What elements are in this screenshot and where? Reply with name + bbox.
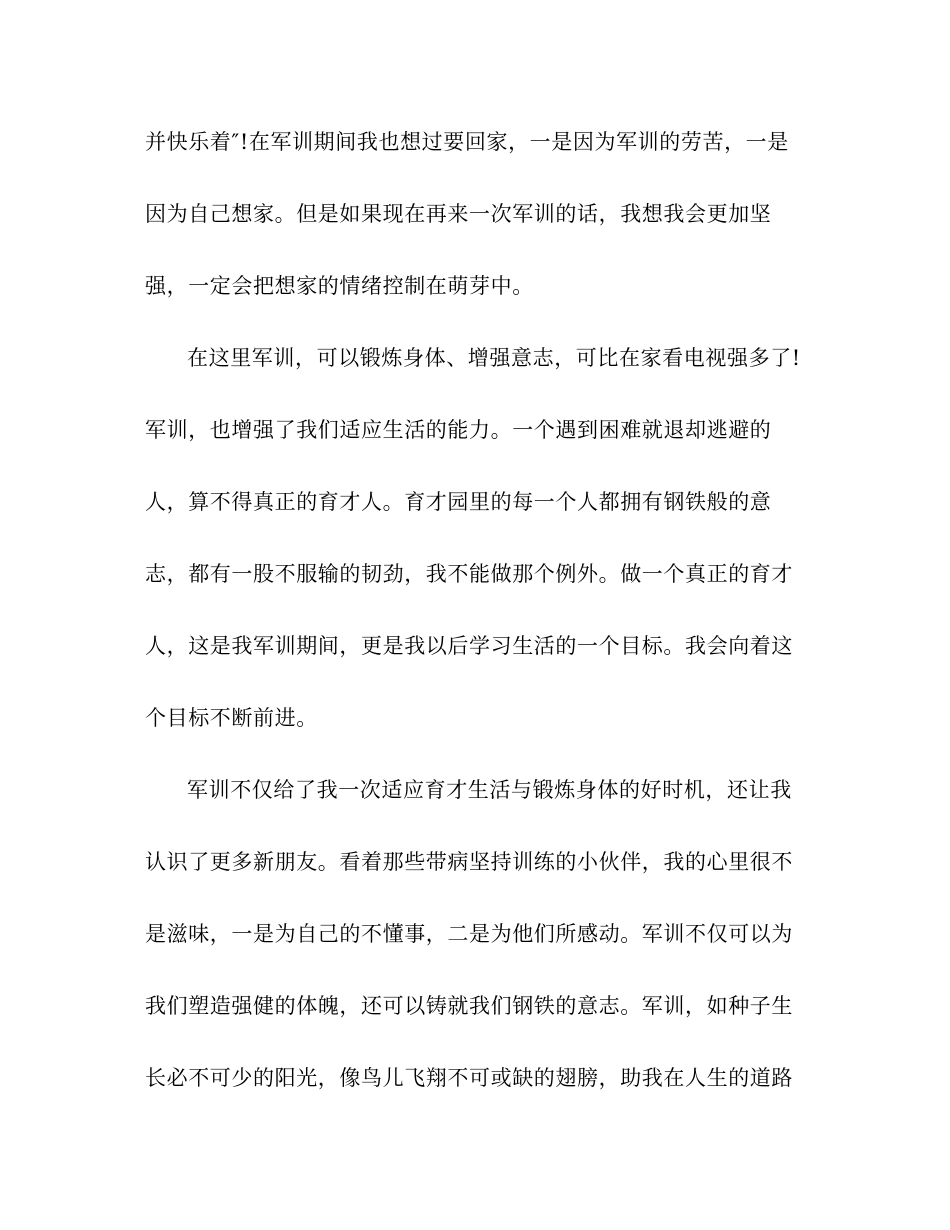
paragraph-start-line: 在这里军训，可以锻炼身体、增强意志，可比在家看电视强多了! <box>187 346 801 370</box>
text-line: 个目标不断前进。 <box>145 706 318 730</box>
text-line: 因为自己想家。但是如果现在再来一次军训的话，我想我会更加坚 <box>145 202 772 226</box>
text-line: 并快乐着″!在军训期间我也想过要回家，一是因为军训的劳苦，一是 <box>145 130 789 154</box>
paragraph-start-line: 军训不仅给了我一次适应育才生活与锻炼身体的好时机，还让我 <box>187 778 792 802</box>
text-line: 长必不可少的阳光，像鸟儿飞翔不可或缺的翅膀，助我在人生的道路 <box>145 1066 793 1090</box>
text-line: 人，这是我军训期间，更是我以后学习生活的一个目标。我会向着这 <box>145 634 793 658</box>
text-line: 认识了更多新朋友。看着那些带病坚持训练的小伙伴，我的心里很不 <box>145 850 793 874</box>
text-line: 军训，也增强了我们适应生活的能力。一个遇到困难就退却逃避的 <box>145 418 772 442</box>
text-line: 强，一定会把想家的情绪控制在萌芽中。 <box>145 274 534 298</box>
text-line: 我们塑造强健的体魄，还可以铸就我们钢铁的意志。军训，如种子生 <box>145 994 793 1018</box>
text-line: 志，都有一股不服输的韧劲，我不能做那个例外。做一个真正的育才 <box>145 562 793 586</box>
text-line: 是滋味，一是为自己的不懂事，二是为他们所感动。军训不仅可以为 <box>145 922 793 946</box>
text-line: 人，算不得真正的育才人。育才园里的每一个人都拥有钢铁般的意 <box>145 490 772 514</box>
